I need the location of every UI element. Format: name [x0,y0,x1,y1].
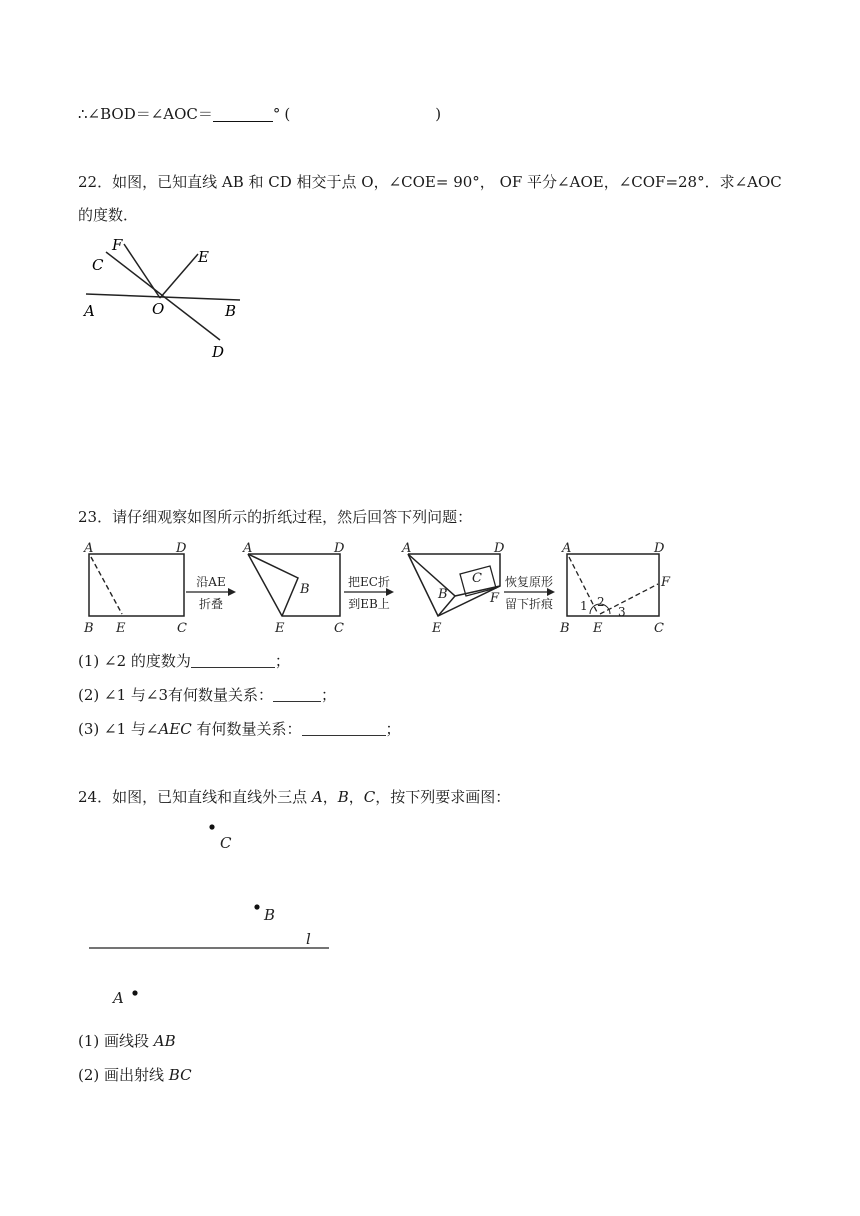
answer-line-bod-aoc [78,103,441,125]
p4-label-C: C [654,621,664,636]
q24-task2-bc: BC [168,1066,192,1084]
q23-intro: 23．请仔细观察如图所示的折纸过程，然后回答下列问题： [78,508,473,526]
p1-label-E: E [116,621,126,636]
p4-label-A: A [562,541,572,556]
q23-sub3 [78,718,401,740]
p3-label-A: A [402,541,412,556]
q23-sub1-blank[interactable] [191,653,275,668]
paren-close: ) [435,105,442,123]
q24-intro-a: 24．如图，已知直线和直线外三点 [78,788,312,806]
point-b-dot [254,904,259,909]
label-E: E [198,248,209,266]
q24-task2-text: (2) 画出射线 [78,1066,169,1084]
q24-sep1: ， [322,788,338,806]
angle-equation: ∴∠BOD＝∠AOC＝ [78,105,213,123]
q24-sep2: ， [348,788,364,806]
label-point-b: B [264,906,276,924]
q23-sub2 [78,684,336,706]
answer-blank[interactable] [213,105,273,122]
label-F: F [112,236,123,254]
label-C: C [92,256,104,274]
step2-top: 把EC折 [348,575,390,589]
q23-sub1-text: (1) ∠2 的度数为 [78,652,191,670]
q22-figure [80,232,250,362]
q24-point-a: A [311,788,323,806]
p4-label-E: E [593,621,603,636]
q23-sub3-text-b: 有何数量关系： [191,720,302,738]
q23-sub2-text: (2) ∠1 与∠3有何数量关系： [78,686,274,704]
q24-task1 [78,1030,176,1052]
q24-intro-b: ，按下列要求画图： [375,788,511,806]
point-c-dot [209,824,214,829]
point-a-dot [132,990,137,995]
degree-sign: ° [272,105,281,123]
q23-sub2-blank[interactable] [273,687,321,702]
p3-label-F: F [490,591,500,606]
angle-3-label: 3 [618,605,626,619]
label-A: A [84,302,95,320]
step2-bottom: 到EB上 [348,597,390,611]
q23-sub2-end: ； [321,686,337,704]
label-B: B [225,302,237,320]
label-point-a: A [113,989,124,1007]
p4-label-F: F [661,575,671,590]
q24-task2 [78,1064,192,1086]
p3-label-B: B [438,587,448,602]
p2-label-A: A [243,541,253,556]
q23-sub1-end: ； [274,652,290,670]
p4-label-D: D [654,541,665,556]
p3-label-D: D [494,541,505,556]
label-O: O [152,300,165,318]
q24-task1-text: (1) 画线段 [78,1032,154,1050]
p1-label-A: A [84,541,94,556]
step3-bottom: 留下折痕 [504,597,554,611]
angle-1-label: 1 [580,599,588,613]
p3-label-E: E [432,621,442,636]
step1-bottom: 折叠 [198,597,224,611]
q23-sub3-aec: AEC [158,720,192,738]
label-point-c: C [220,834,232,852]
q23-folding-figure [80,538,680,638]
p3-label-C: C [472,571,482,586]
label-D: D [212,343,225,361]
q24-point-b: B [337,788,349,806]
paren-open: ( [284,105,291,123]
p1-label-D: D [176,541,187,556]
step3-top: 恢复原形 [504,575,554,589]
step1-top: 沿AE [196,575,226,589]
q24-task1-ab: AB [153,1032,176,1050]
p2-label-D: D [334,541,345,556]
q22-line2: 的度数． [78,206,139,224]
label-line-l: l [306,930,311,948]
q23-sub3-text-a: (3) ∠1 与∠ [78,720,159,738]
q23-sub3-blank[interactable] [302,721,386,736]
p2-label-C: C [334,621,344,636]
p1-label-C: C [177,621,187,636]
p1-label-B: B [84,621,94,636]
p2-label-B: B [300,582,310,597]
q24-intro [78,786,510,808]
q24-figure [80,815,340,1015]
p4-label-B: B [560,621,570,636]
angle-2-label: 2 [597,595,605,609]
p2-label-E: E [275,621,285,636]
q23-sub3-end: ； [385,720,401,738]
q24-point-c: C [363,788,376,806]
q23-sub1 [78,650,290,672]
q22-line1: 22．如图，已知直线 AB 和 CD 相交于点 O，∠COE= 90°， OF 平分∠AOE，∠COF=28°．求∠AOC [78,173,782,191]
